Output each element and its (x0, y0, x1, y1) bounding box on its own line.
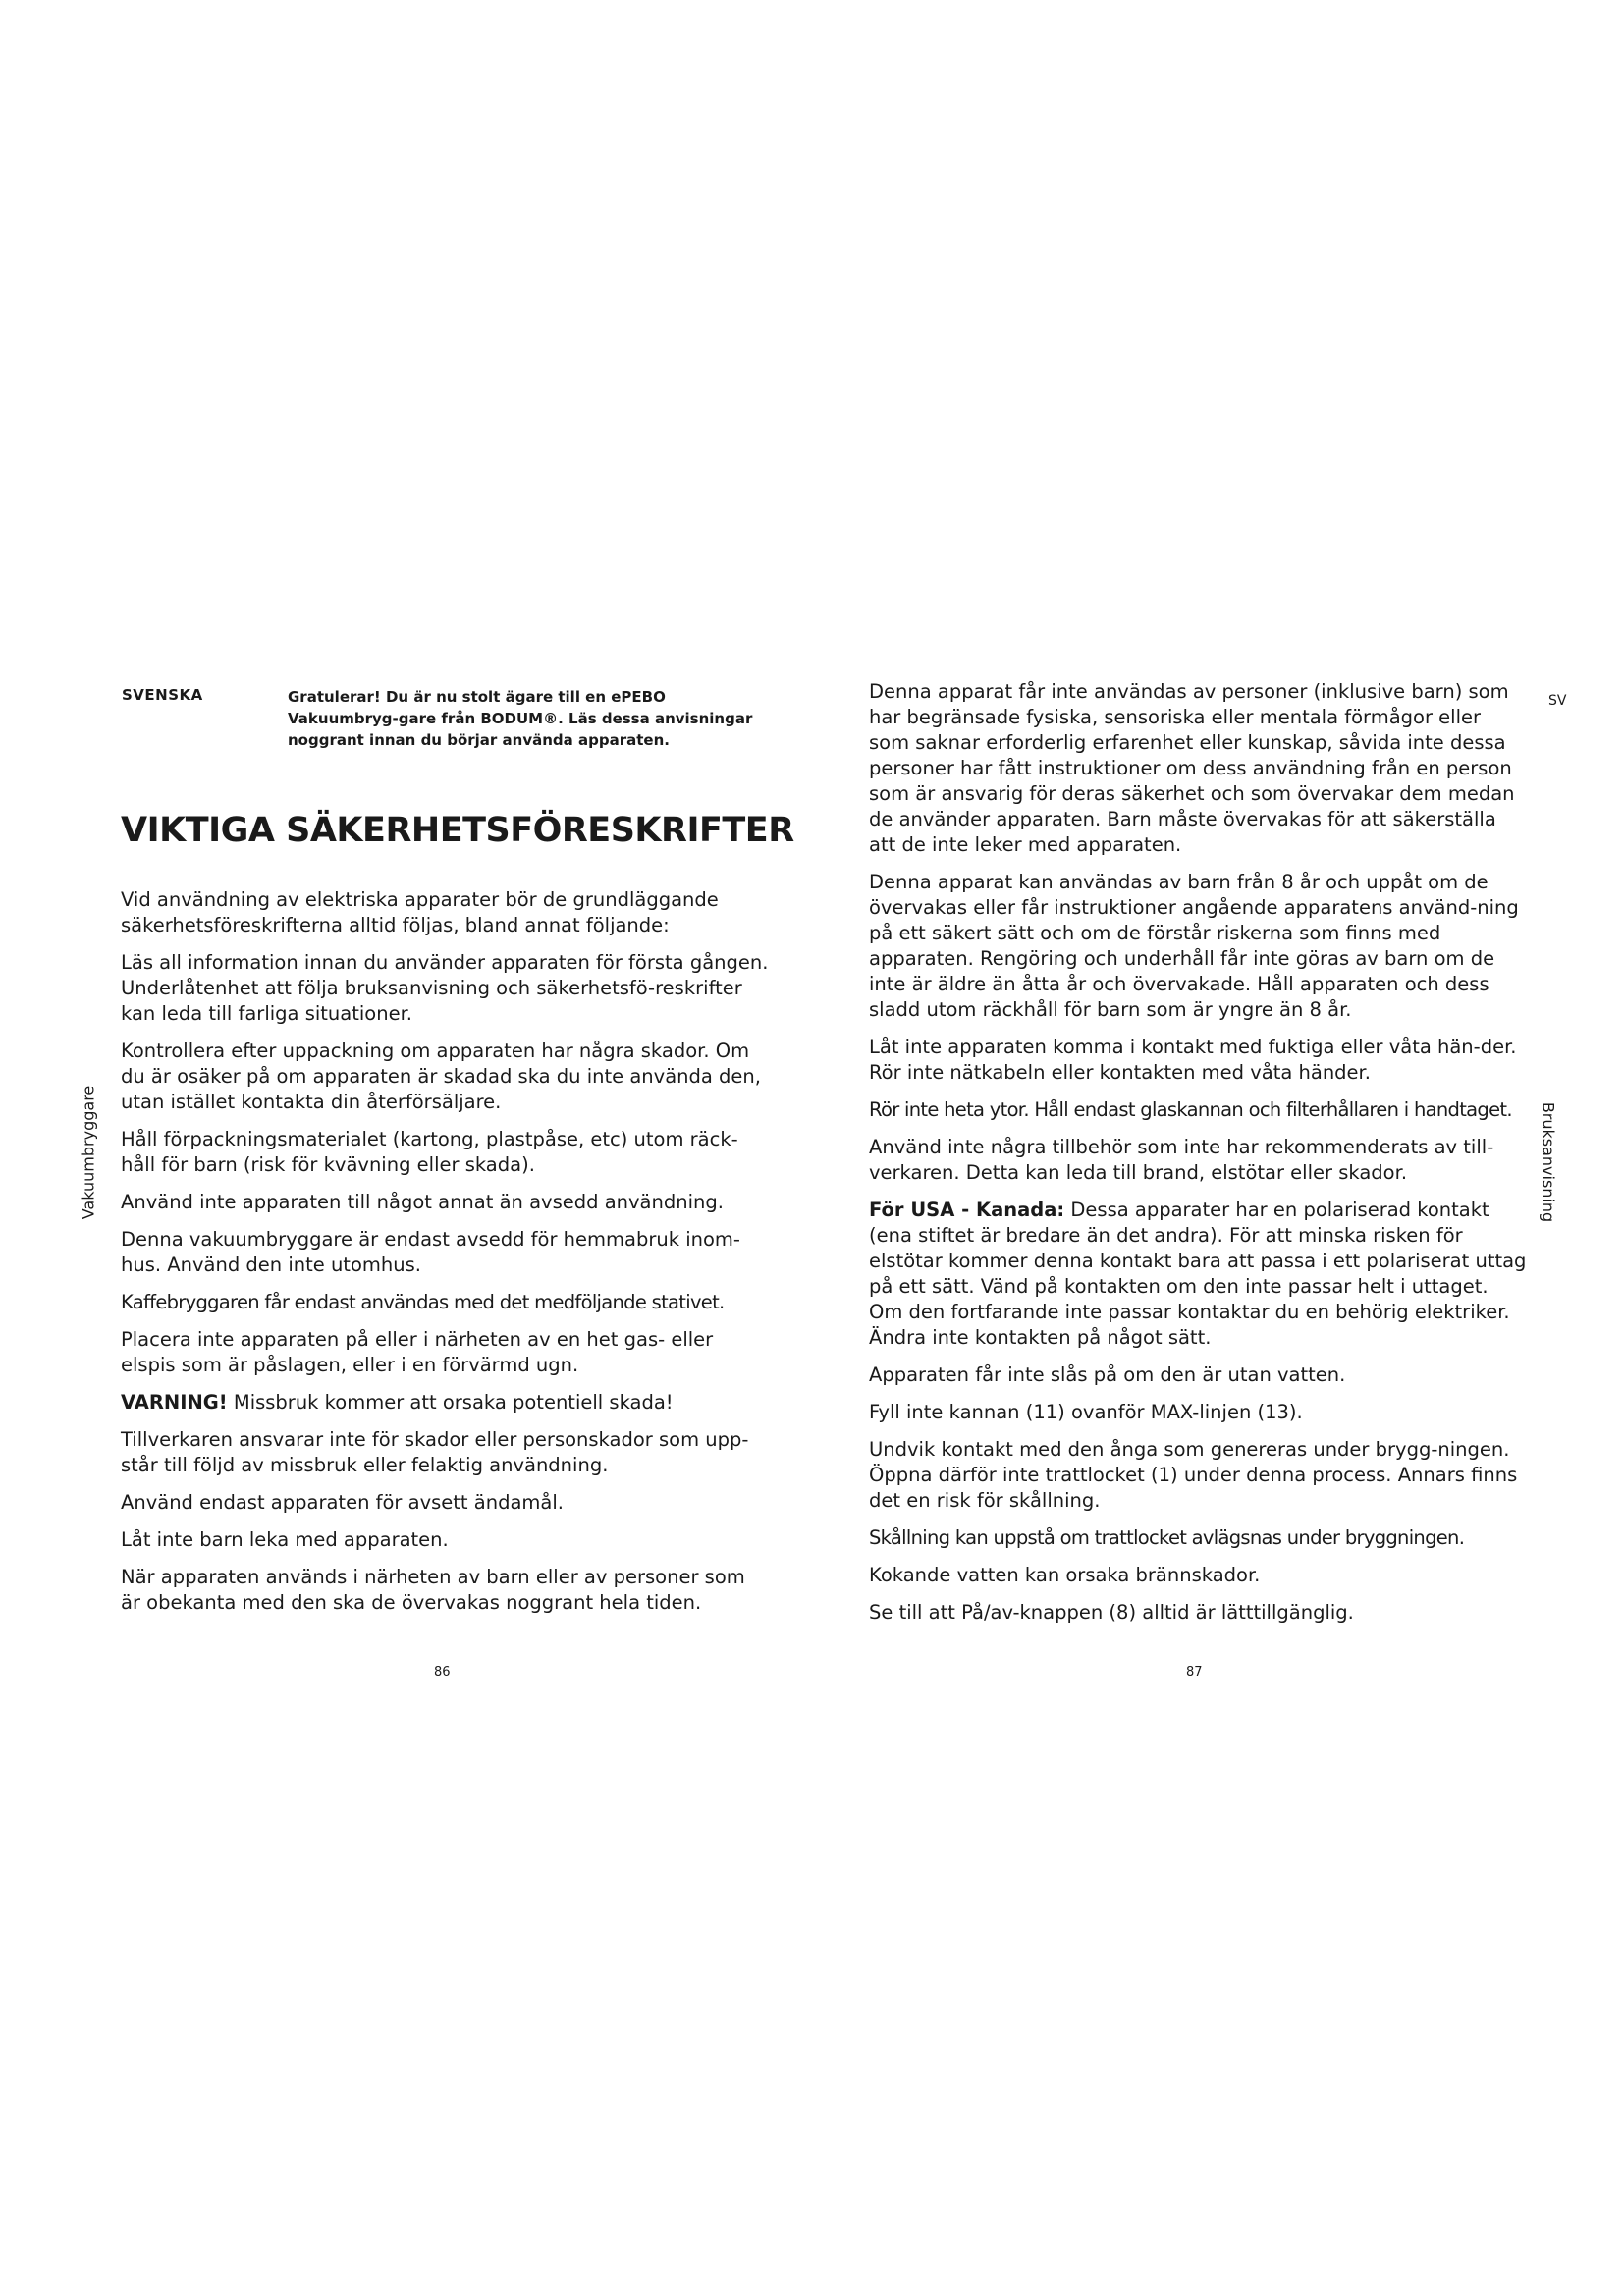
page-number-right: 87 (1186, 1665, 1203, 1680)
usa-note-text: Dessa apparater har en polariserad kontakt (ena stiftet är bredare än det andra). För att minska risken för elstötar kommer denna kontakt bara att passa i ett polariserat uttag på ett sätt. Vänd på kontakten om den inte passar helt i uttaget. Om den fortfarande inte passar kontaktar du en behörig elektriker. Ändra inte kontakten på något sätt. (869, 1199, 1527, 1349)
left-column (121, 887, 769, 1628)
safety-paragraph: Se till att På/av-knappen (8) alltid är lätttillgänglig. (869, 1601, 1354, 1624)
warning-label: VARNING! (121, 1391, 228, 1414)
safety-paragraph: Använd endast apparaten för avsett ändamål. (121, 1491, 564, 1514)
safety-paragraph: Håll förpackningsmaterialet (kartong, plastpåse, etc) utom räck-håll för barn (risk för kvävning eller skada). (121, 1128, 738, 1176)
safety-paragraph: Använd inte några tillbehör som inte har rekommenderats av till-verkaren. Detta kan leda till brand, elstötar eller skador. (869, 1136, 1494, 1184)
safety-paragraph: Låt inte apparaten komma i kontakt med fuktiga eller våta hän-der. Rör inte nätkabeln eller kontakten med våta händer. (869, 1036, 1517, 1084)
page-title: VIKTIGA SÄKERHETSFÖRESKRIFTER (121, 811, 794, 850)
safety-paragraph: Fyll inte kannan (11) ovanför MAX-linjen (13). (869, 1401, 1303, 1423)
safety-paragraph: Apparaten får inte slås på om den är utan vatten. (869, 1363, 1346, 1386)
safety-paragraph: Skållning kan uppstå om trattlocket avlägsnas under bryggningen. (869, 1526, 1465, 1549)
safety-paragraph: Denna vakuumbryggare är endast avsedd för hemmabruk inom-hus. Använd den inte utomhus. (121, 1228, 740, 1276)
safety-paragraph: Kokande vatten kan orsaka brännskador. (869, 1564, 1261, 1586)
safety-paragraph: Läs all information innan du använder apparaten för första gången. Underlåtenhet att följa bruksanvisning och säkerhetsfö-reskrifter kan leda till farliga situationer. (121, 951, 769, 1025)
safety-paragraph: Denna apparat kan användas av barn från 8 år och uppåt om de övervakas eller får instruktioner angående apparatens använd-ning på ett säkert sätt och om de förstår riskerna som finns med apparaten. Rengöring och underhåll får inte göras av barn om de inte är äldre än åtta år och övervakade. Håll apparaten och dess sladd utom räckhåll för barn som är yngre än 8 år. (869, 871, 1519, 1021)
right-side-label: Bruksanvisning (1539, 1101, 1558, 1223)
intro-text: Gratulerar! Du är nu stolt ägare till en ePEBO Vakuumbryg-gare från BODUM®. Läs dessa anvisningar noggrant innan du börjar använda apparaten. (288, 688, 753, 749)
safety-paragraph: Använd inte apparaten till något annat än avsedd användning. (121, 1191, 724, 1213)
safety-paragraph: Vid användning av elektriska apparater bör de grundläggande säkerhetsföreskrifterna alltid följas, bland annat följande: (121, 888, 719, 936)
safety-paragraph: Rör inte heta ytor. Håll endast glaskannan och filterhållaren i handtaget. (869, 1098, 1512, 1121)
safety-paragraph: Kaffebryggaren får endast användas med det medföljande stativet. (121, 1291, 725, 1313)
right-column (869, 679, 1527, 1637)
usa-note-paragraph (869, 1198, 1527, 1351)
corner-language-code: SV (1548, 693, 1567, 709)
usa-note-label: För USA - Kanada: (869, 1199, 1065, 1221)
warning-paragraph (121, 1390, 769, 1415)
language-label: SVENSKA (122, 686, 203, 704)
safety-paragraph: Låt inte barn leka med apparaten. (121, 1528, 449, 1551)
warning-text: Missbruk kommer att orsaka potentiell skada! (227, 1391, 674, 1414)
safety-paragraph: Denna apparat får inte användas av personer (inklusive barn) som har begränsade fysiska, sensoriska eller mentala förmågor eller som saknar erforderlig erfarenhet eller kunskap, såvida inte dessa personer har fått instruktioner om dess användning från en person som är ansvarig för deras säkerhet och som övervakar dem medan de använder apparaten. Barn måste övervakas för att säkerställa att de inte leker med apparaten. (869, 680, 1515, 856)
safety-paragraph: Placera inte apparaten på eller i närheten av en het gas- eller elspis som är påslagen, eller i en förvärmd ugn. (121, 1328, 714, 1376)
left-side-label: Vakuumbryggare (79, 1085, 98, 1220)
page-number-left: 86 (434, 1665, 451, 1680)
safety-paragraph: Tillverkaren ansvarar inte för skador eller personskador som upp-står till följd av missbruk eller felaktig användning. (121, 1428, 749, 1476)
safety-paragraph: Undvik kontakt med den ånga som genereras under brygg-ningen. Öppna därför inte trattlocket (1) under denna process. Annars finns det en risk för skållning. (869, 1438, 1518, 1512)
safety-paragraph: När apparaten används i närheten av barn eller av personer som är obekanta med den ska de övervakas noggrant hela tiden. (121, 1566, 745, 1614)
safety-paragraph: Kontrollera efter uppackning om apparaten har några skador. Om du är osäker på om apparaten är skadad ska du inte använda den, utan istället kontakta din återförsäljare. (121, 1040, 761, 1113)
